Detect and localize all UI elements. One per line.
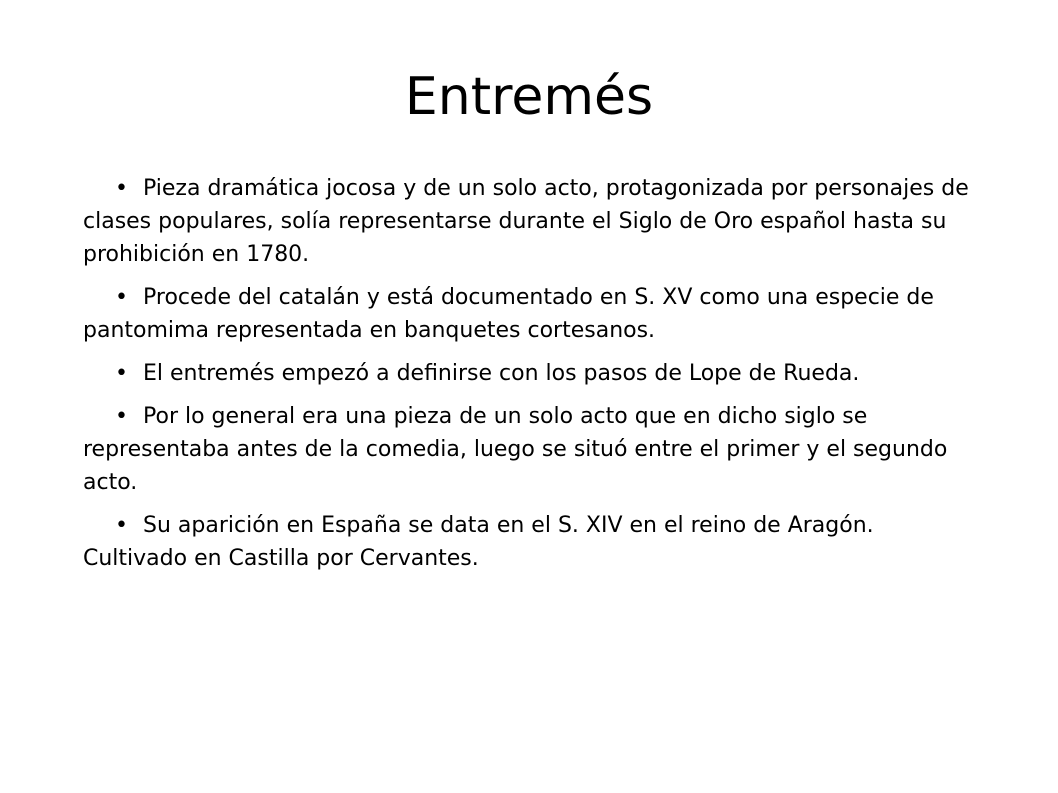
bullet-text: Su aparición en España se data en el S. XIV en el reino de Aragón. Cultivado en Castilla por Cervantes.	[83, 513, 874, 571]
bullet-item	[83, 172, 983, 271]
bullet-icon: •	[115, 361, 128, 386]
bullet-item	[83, 400, 983, 499]
slide-title: Entremés	[404, 67, 654, 127]
bullet-icon: •	[115, 285, 128, 310]
bullet-list	[83, 172, 983, 585]
bullet-text: El entremés empezó a definirse con los pasos de Lope de Rueda.	[143, 361, 860, 386]
bullet-icon: •	[115, 513, 128, 538]
bullet-text: Procede del catalán y está documentado en S. XV como una especie de pantomima representada en banquetes cortesanos.	[83, 285, 934, 343]
bullet-item	[83, 509, 983, 575]
bullet-item	[83, 281, 983, 347]
bullet-text: Por lo general era una pieza de un solo acto que en dicho siglo se representaba antes de la comedia, luego se situó entre el primer y el segundo acto.	[83, 404, 948, 495]
bullet-item	[83, 357, 983, 390]
bullet-icon: •	[115, 404, 128, 429]
bullet-text: Pieza dramática jocosa y de un solo acto, protagonizada por personajes de clases populares, solía representarse durante el Siglo de Oro español hasta su prohibición en 1780.	[83, 176, 969, 267]
bullet-icon: •	[115, 176, 128, 201]
